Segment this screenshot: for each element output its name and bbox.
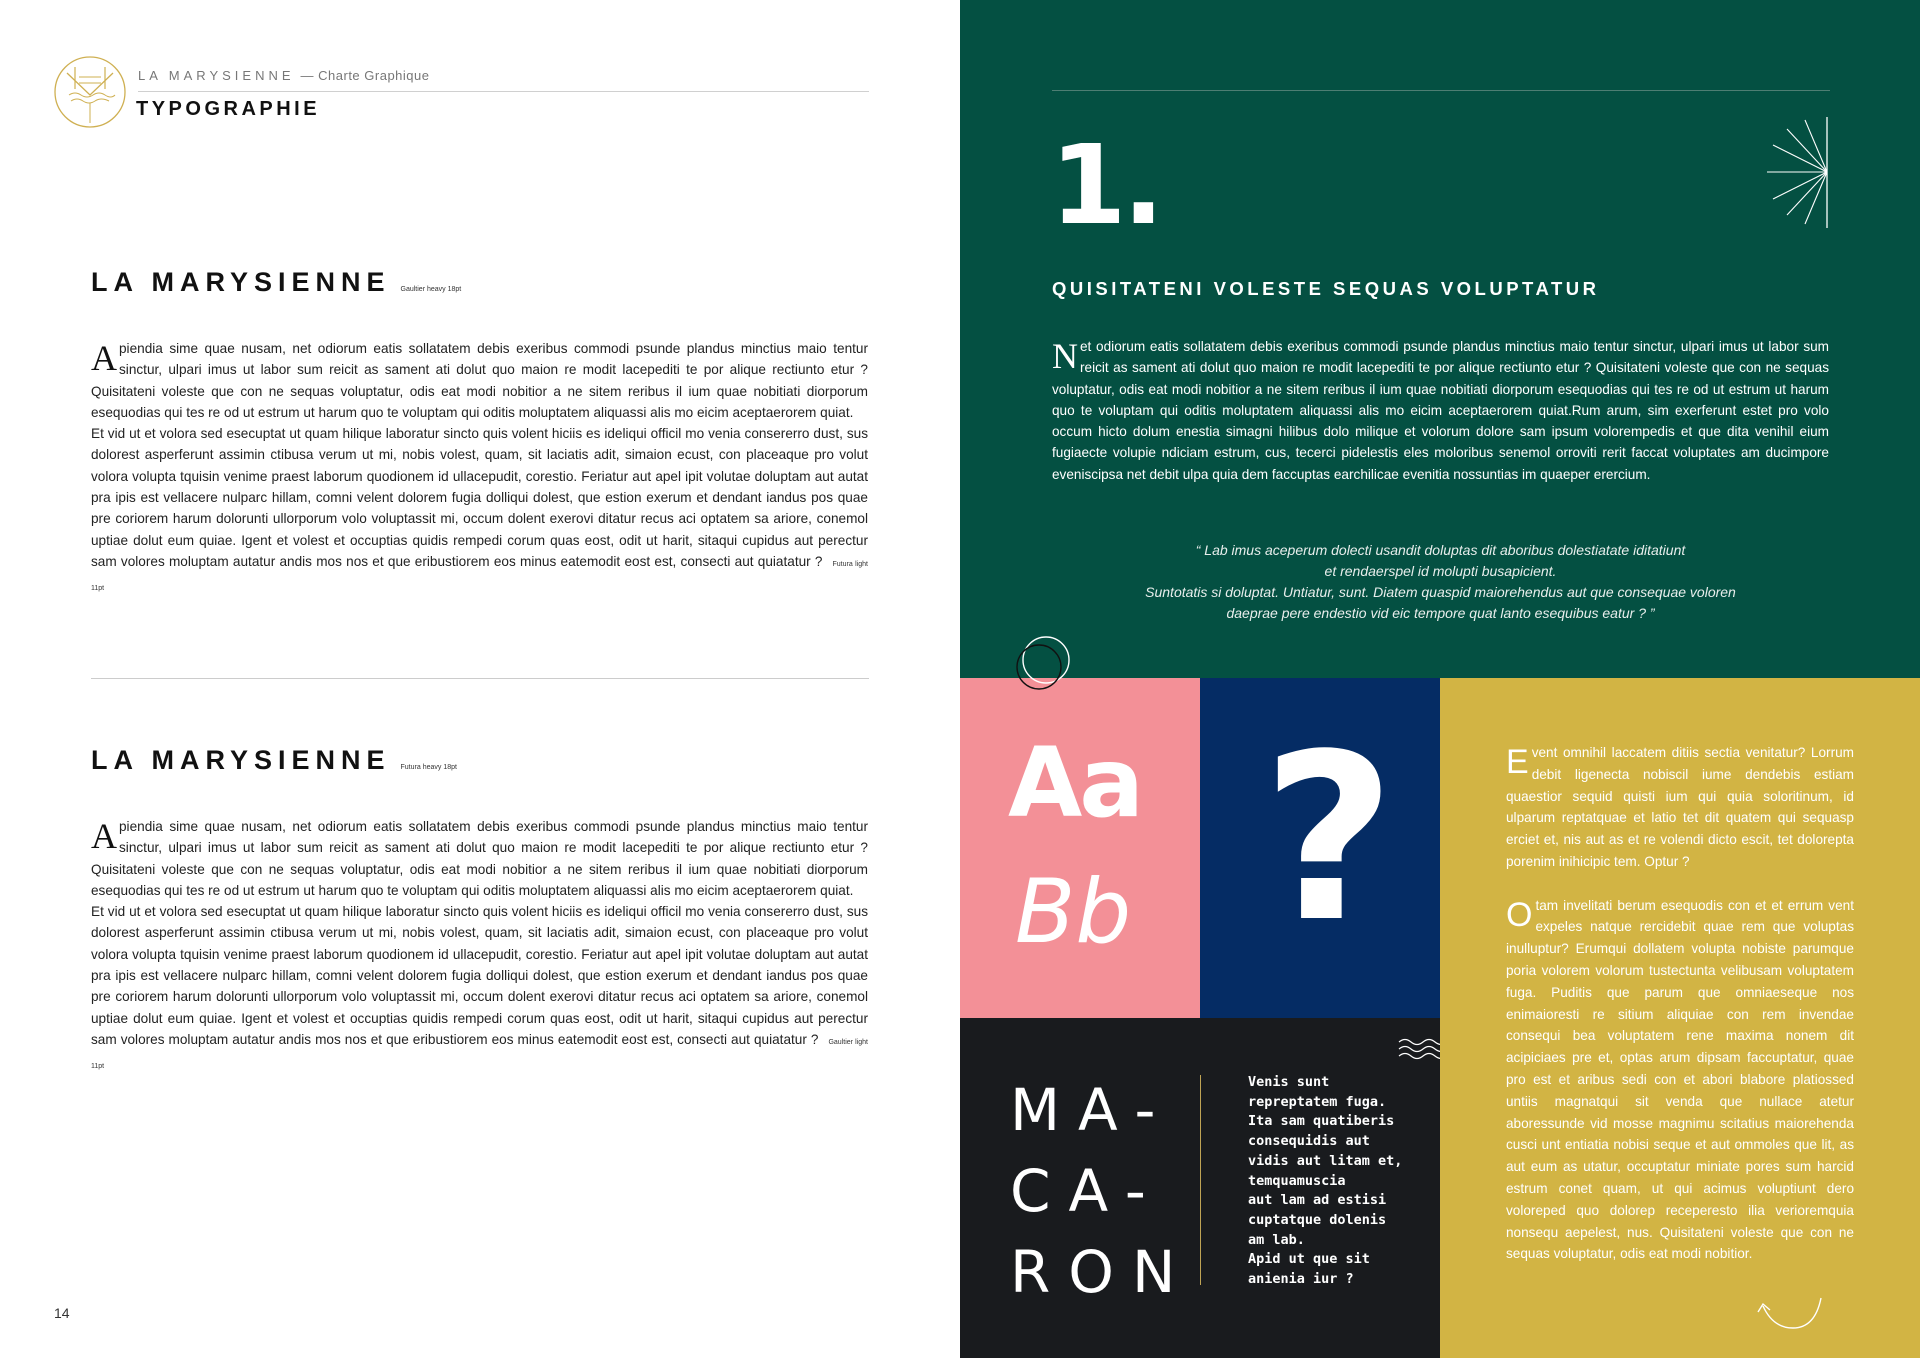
sample1-heading: LA MARYSIENNE	[91, 267, 391, 297]
sample1-p1: piendia sime quae nusam, net odiorum eatis sollatatem debis exeribus commodi psunde plandus minctius maio tentur sinctur, ulpari imus ut labor sum reicit as sament ati dolut quo maion re modit lacepediti te por alique rectiunto etur ? Quisitateni voleste que con ne sequas voluptatur, odis eat modi nobitior a ne sitem reribus il ium quae nobitiati diorporum esequodias qui tes re od ut estrum ut harum quo te voluptam qui oditis moluptatem aliquassi alis mo eicim aceptaerorem quiat.	[91, 341, 868, 420]
brand-line	[138, 68, 429, 83]
sample1-heading-wrap	[91, 267, 461, 298]
mono-text-block	[1248, 1073, 1428, 1290]
mono-line: Apid ut que sit	[1248, 1251, 1370, 1268]
gold-text	[1506, 742, 1854, 1287]
macaron-line: RON	[1010, 1238, 1194, 1306]
sample1-font-note: Futura light 11pt	[91, 560, 868, 593]
logo-emblem-icon	[53, 55, 127, 129]
green-rule	[1052, 90, 1830, 91]
macaron-word	[1010, 1070, 1194, 1313]
gold-vertical-rule	[1200, 1075, 1201, 1285]
brand-suffix: — Charte Graphique	[300, 68, 430, 83]
green-paragraph-text: et odiorum eatis sollatatem debis exeribus commodi psunde plandus minctius maio tentur sinctur, ulpari imus ut labor sum reicit as sament ati dolut quo maion re modit lacepediti te por alique rectiunto etur ? Quisitateni voleste que con ne sequas voluptatur, odis eat modi nobitior a ne sitem reribus il ium quae nobitiati diorporum esequodias qui tes re od ut estrum ut harum quo te voluptam qui oditis moluptatem aliquassi alis mo eicim aceptaerorem quiat.Rum arum, sim exerferunt estet pro volo occum hicto dolum enestia simagni hilibus dolo milique et volorum dolore sam ipsum volorempedis et que dita venihil eium fugiaecte volupie ndiciam estrum, cus, tecerci pidelestis eles moloribus senemol orroviti rerit faccat voluptates am ducimpore eveniscipsa net debit ulpa quia dem faccuptas earchilicae evenitia nossuntias im quaeper erercium.	[1052, 339, 1829, 482]
gold-dropcap-2: O	[1506, 895, 1533, 934]
sample1-p2: Et vid ut et volora sed esecuptat ut quam hilique laboratur sincto quis volent hiciis es ideliqui officil mo venia consererro dust, sus dolorest asperferunt assimin ctibusa verum ut mi, nobis volest, quam, sit laciatis adit, simaion ecust, con placeaque pro volut volora volupta tquisin venime praest laborum quodionem id ullacepudit, corestio. Feriatur aut apel ipit volutae doluptam aut autat pra ipis est vellacere nulparc hillam, comni velent dolorem fugia dolliqui dolest, que estion exerum et dendant iandus pos quae pre coriorem harum dolorunti ullorporum volo voluptassit mi, occum dolent exerovi ditatur recus aci optatem sa ariore, conemol uptiae dolut eum quiae. Igent et volest et occuptias quidis rempedi corum quas eost, odit ut harit, sitaqui cupidus aut perectur sam volores moluptam autatur andis mos nos et que eribustiorem eos minus eatemodit eost est, consecti aut quiatatur ?	[91, 426, 868, 569]
sample2-heading: LA MARYSIENNE	[91, 745, 391, 775]
sample2-p2: Et vid ut et volora sed esecuptat ut quam hilique laboratur sincto quis volent hiciis es ideliqui officil mo venia consererro dust, sus dolorest asperferunt assimin ctibusa verum ut mi, nobis volest, quam, sit laciatis adit, simaion ecust, con placeaque pro volut volora volupta tquisin venime praest laborum quodionem id ullacepudit, corestio. Feriatur aut apel ipit volutae doluptam aut autat pra ipis est vellacere nulparc hillam, comni velent dolorem fugia dolliqui dolest, que estion exerum et dendant iandus pos quae pre coriorem harum dolorunti ullorporum volo voluptassit mi, occum dolent exerovi ditatur recus aci optatem sa ariore, conemol uptiae dolut eum quiae. Igent et volest et occuptias quidis rempedi corum quas eost, odit ut harit, sitaqui cupidus aut perectur sam volores moluptam autatur andis mos nos et que eribustiorem eos minus eatemodit eost est, consecti aut quiatatur ?	[91, 904, 868, 1047]
green-paragraph	[1052, 336, 1829, 485]
mono-line: am lab.	[1248, 1231, 1305, 1248]
gold-dropcap-1: E	[1506, 743, 1529, 781]
sample1-dropcap: A	[91, 338, 117, 378]
mono-line: Ita sam quatiberis	[1248, 1113, 1395, 1130]
green-heading: QUISITATENI VOLESTE SEQUAS VOLUPTATUR	[1052, 278, 1600, 299]
brand-name: LA MARYSIENNE	[138, 68, 295, 83]
header-rule	[138, 91, 869, 92]
mono-line: consequidis aut	[1248, 1133, 1370, 1150]
mono-line: aut lam ad estisi	[1248, 1192, 1387, 1209]
gold-paragraph-2: tam invelitati berum esequodis con et et errum vent expeles natque rercidebit quae rem que voluptas inulluptur? Erumqui dollatem volupta nobiste parumque poria volorem volorum tustectunta velibusam voluptatem fuga. Puditis que parum que omniaeseque nos enimaioresti re sitium aliquiae con rem invendae consequi bea voluptatem rene maxima nonem dit acipiciaes pre et, optas arum dipsam faccuptatur, quae pro est et aribus sedi con et abori blabore platiossed untiis magnatqui sit venda que nullace atetur aboressunde vid mosse magnimu scitatius maiorehenda cusci unt entiatia nobisi seque et aut ommoles que lit, as aut eum as utatur, occuptatur miniate pores sum harcid estrum conet quam, ut qui acimus voluptiunt dero voloreped quo dolorep receperesto ilia verioremquia nonsequ aepelest, nus. Quisitateni voleste que con ne sequas voluptatur, odis eat modi nobitior.	[1506, 897, 1854, 1262]
glyph-aa: Aa	[1008, 727, 1142, 839]
mono-line: cuptatque dolenis	[1248, 1211, 1387, 1228]
double-circle-icon	[1008, 630, 1078, 700]
pull-quote	[1052, 540, 1829, 624]
quote-line: “ Lab imus aceperum dolecti usandit doluptas dit aboribus dolestiatate iditatiunt	[1195, 542, 1686, 558]
quote-line: daeprae pere endestio vid eic tempore quat lanto esequibus eatur ? ”	[1226, 605, 1655, 621]
section-title: TYPOGRAPHIE	[136, 98, 321, 120]
sample2-body	[91, 816, 868, 1078]
sample2-font-note: Gaultier light 11pt	[91, 1038, 869, 1071]
macaron-line: CA-	[1010, 1157, 1164, 1225]
big-number: 1.	[1050, 121, 1161, 249]
sample1-heading-note: Gaultier heavy 18pt	[400, 286, 462, 293]
mono-line: vidis aut litam et,	[1248, 1152, 1403, 1169]
mono-line: repreptatem fuga.	[1248, 1093, 1387, 1110]
green-dropcap: N	[1052, 336, 1078, 376]
sample1-body	[91, 338, 868, 600]
question-mark: ?	[1262, 706, 1396, 973]
gold-paragraph-1: vent omnihil laccatem ditiis sectia venitatur? Lorrum debit ligenecta nobiscil iume dendebis estiam quaestior sequid quisti ium qui quia soloritinum, id ulparum reptatquae et latio tet dit quatem qui sequasp erciet et, nis aut as et re volendi dicto escit, tet dolorepta porenim inihicipic tem. Optur ?	[1506, 745, 1854, 869]
mono-line: anienia iur ?	[1248, 1271, 1354, 1288]
macaron-line: MA-	[1010, 1076, 1174, 1144]
sample2-heading-note: Futura heavy 18pt	[400, 764, 457, 771]
glyph-bb: Bb	[1015, 860, 1132, 963]
sample2-heading-wrap	[91, 745, 457, 776]
curved-arrow-icon	[1755, 1292, 1825, 1332]
sample2-p1: piendia sime quae nusam, net odiorum eatis sollatatem debis exeribus commodi psunde plandus minctius maio tentur sinctur, ulpari imus ut labor sum reicit as sament ati dolut quo maion re modit lacepediti te por alique rectiunto etur ? Quisitateni voleste que con ne sequas voluptatur, odis eat modi nobitior a ne sitem reribus il ium quae nobitiati diorporum esequodias qui tes re od ut estrum ut harum quo te voluptam qui oditis moluptatem aliquassi alis mo eicim aceptaerorem quiat.	[91, 819, 868, 898]
section-divider	[91, 678, 869, 679]
page-number: 14	[54, 1305, 70, 1321]
mono-line: Venis sunt	[1248, 1074, 1330, 1090]
sample2-dropcap: A	[91, 816, 117, 856]
quote-line: et rendaerspel id molupti busapicient.	[1324, 563, 1557, 579]
sparkle-burst-icon	[1765, 115, 1835, 230]
quote-line: Suntotatis si doluptat. Untiatur, sunt. Diatem quaspid maiorehendus aut que consequae voloren	[1145, 584, 1736, 600]
mono-line: temquamuscia	[1248, 1172, 1346, 1189]
